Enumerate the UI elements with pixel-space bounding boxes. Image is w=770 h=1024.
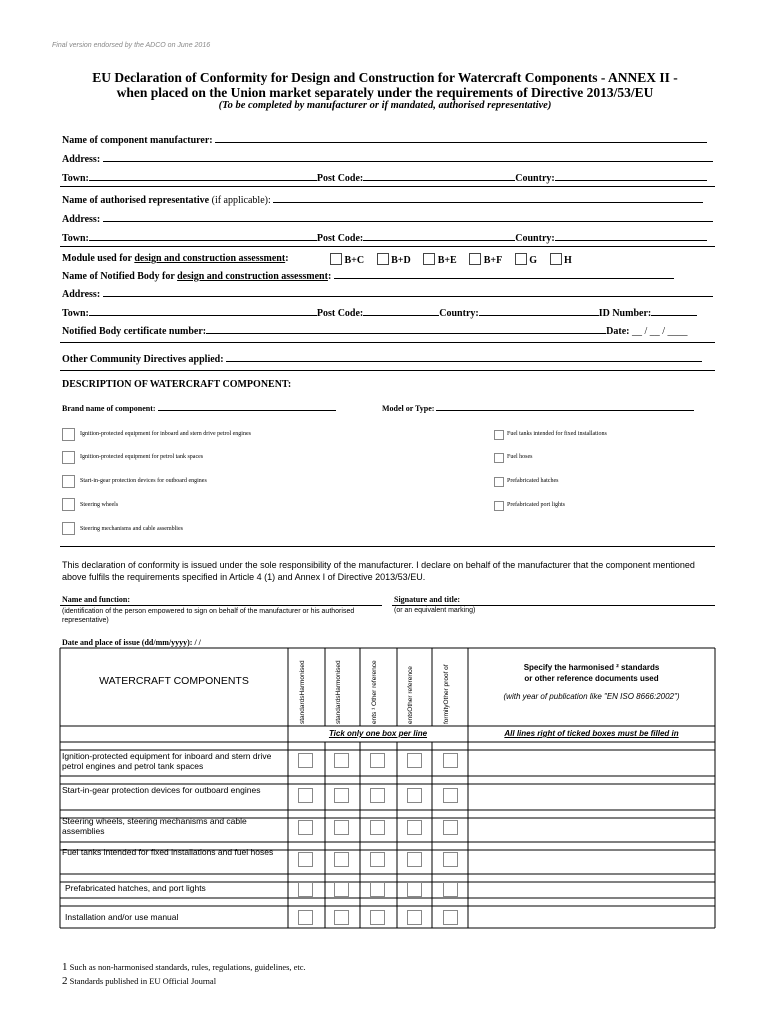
table-checkbox[interactable] bbox=[407, 788, 422, 803]
table-checkbox[interactable] bbox=[298, 788, 313, 803]
footnote-number: 1 bbox=[62, 961, 68, 973]
component-label: Ignition-protected equipment for petrol tank spaces bbox=[80, 454, 204, 460]
footnote-text: Such as non-harmonised standards, rules, regulations, guidelines, etc. bbox=[69, 962, 306, 972]
table-checkbox[interactable] bbox=[334, 910, 349, 925]
notified-body-date-field[interactable]: __ / __ / ____ bbox=[631, 326, 688, 337]
subtitle: (To be completed by manufacturer or if mandated, authorised representative) bbox=[218, 100, 552, 111]
module-label: Module used for design and construction assessment: bbox=[62, 253, 289, 264]
table-checkbox[interactable] bbox=[334, 820, 349, 835]
representative-country-label: Country: bbox=[515, 233, 555, 244]
footnote-text: Standards published in EU Official Journal bbox=[69, 976, 217, 986]
manufacturer-postcode-label: Post Code: bbox=[316, 173, 364, 184]
table-checkbox[interactable] bbox=[370, 788, 385, 803]
module-option-label: B+F bbox=[483, 255, 503, 266]
component-label: Start-in-gear protection devices for outboard engines bbox=[80, 478, 207, 484]
representative-address-label: Address: bbox=[62, 214, 101, 225]
representative-name-label: Name of authorised representative bbox=[62, 195, 210, 206]
table-checkbox[interactable] bbox=[443, 820, 458, 835]
model-label: Model or Type: bbox=[382, 404, 435, 413]
table-checkbox[interactable] bbox=[443, 910, 458, 925]
component-label: Steering wheels bbox=[80, 502, 119, 508]
table-row-label: Ignition-protected equipment for inboard and stern drive petrol engines and petrol tank spaces bbox=[62, 751, 272, 771]
component-label: Steering mechanisms and cable assemblies bbox=[80, 526, 183, 532]
notified-body-address-label: Address: bbox=[62, 289, 101, 300]
other-directives-label: Other Community Directives applied: bbox=[62, 354, 224, 365]
table-checkbox[interactable] bbox=[298, 753, 313, 768]
module-option-label: H bbox=[564, 255, 572, 266]
table-vertical-header: entsOther reference bbox=[407, 666, 414, 724]
declaration-text: This declaration of conformity is issued under the sole responsibility of the manufacturer. I declare on behalf of the manufacturer that the component mentioned above fulfils the requirements specified in Article 4 (1) and Annex I of Directive 2013/53/EU. bbox=[62, 560, 695, 582]
spec-header-line-2: or other reference documents used bbox=[524, 674, 659, 683]
table-components-header: WATERCRAFT COMPONENTS bbox=[99, 675, 249, 687]
table-checkbox[interactable] bbox=[334, 753, 349, 768]
table-vertical-header: formityOther proof of bbox=[443, 664, 450, 724]
table-checkbox[interactable] bbox=[298, 882, 313, 897]
notified-body-country-label: Country: bbox=[439, 308, 479, 319]
component-label: Ignition-protected equipment for inboard and stern drive petrol engines bbox=[80, 431, 251, 437]
table-checkbox[interactable] bbox=[407, 882, 422, 897]
notified-body-date-label: Date: bbox=[606, 326, 630, 337]
table-checkbox[interactable] bbox=[443, 882, 458, 897]
footnote-1 bbox=[62, 961, 306, 973]
module-option-label: G bbox=[529, 255, 537, 266]
table-vertical-header: standardsHarmonised bbox=[299, 660, 306, 724]
footnote-number: 2 bbox=[62, 975, 68, 987]
tick-note: Tick only one box per line bbox=[328, 729, 428, 738]
component-label: Fuel hoses bbox=[507, 454, 533, 460]
notified-body-id-label: ID Number: bbox=[598, 308, 652, 319]
module-option-label: B+E bbox=[437, 255, 457, 266]
table-checkbox[interactable] bbox=[370, 820, 385, 835]
table-checkbox[interactable] bbox=[443, 852, 458, 867]
signature-label: Signature and title: bbox=[394, 595, 461, 604]
title-line-2: when placed on the Union market separately under the requirements of Directive 2013/53/EU bbox=[116, 85, 654, 100]
component-label: Fuel tanks intended for fixed installations bbox=[507, 431, 607, 437]
table-vertical-header: ents ¹ Other reference bbox=[371, 660, 378, 724]
representative-name-suffix: (if applicable): bbox=[211, 195, 271, 206]
table-checkbox[interactable] bbox=[370, 852, 385, 867]
representative-town-label: Town: bbox=[62, 233, 89, 244]
table-checkbox[interactable] bbox=[443, 753, 458, 768]
description-heading: DESCRIPTION OF WATERCRAFT COMPONENT: bbox=[62, 379, 292, 390]
table-row-label: Installation and/or use manual bbox=[65, 912, 179, 922]
table-checkbox[interactable] bbox=[407, 910, 422, 925]
manufacturer-country-label: Country: bbox=[515, 173, 555, 184]
table-checkbox[interactable] bbox=[370, 753, 385, 768]
signature-note: (or an equivalent marking) bbox=[394, 607, 476, 614]
module-option-label: B+D bbox=[391, 255, 411, 266]
table-checkbox[interactable] bbox=[407, 753, 422, 768]
component-label: Prefabricated hatches bbox=[507, 478, 559, 484]
table-checkbox[interactable] bbox=[407, 820, 422, 835]
table-checkbox[interactable] bbox=[443, 788, 458, 803]
spec-header-line-1: Specify the harmonised ² standards bbox=[523, 663, 660, 672]
fill-note: All lines right of ticked boxes must be filled in bbox=[504, 729, 679, 738]
table-checkbox[interactable] bbox=[334, 788, 349, 803]
manufacturer-town-label: Town: bbox=[62, 173, 89, 184]
brand-label: Brand name of component: bbox=[62, 404, 156, 413]
notified-body-cert-label: Notified Body certificate number: bbox=[62, 326, 207, 337]
notified-body-postcode-label: Post Code: bbox=[316, 308, 364, 319]
component-label: Prefabricated port lights bbox=[507, 502, 565, 508]
manufacturer-name-label: Name of component manufacturer: bbox=[62, 135, 213, 146]
table-row-label: Steering wheels, steering mechanisms and cable assemblies bbox=[62, 816, 247, 836]
notified-body-name-label: Name of Notified Body for design and construction assessment: bbox=[62, 271, 332, 282]
table-checkbox[interactable] bbox=[334, 882, 349, 897]
table-checkbox[interactable] bbox=[334, 852, 349, 867]
table-row-label: Prefabricated hatches, and port lights bbox=[65, 883, 206, 893]
spec-header bbox=[470, 662, 713, 684]
footnote-2 bbox=[62, 975, 216, 987]
table-checkbox[interactable] bbox=[370, 910, 385, 925]
table-row-label: Start-in-gear protection devices for outboard engines bbox=[62, 785, 261, 795]
title-line-1: EU Declaration of Conformity for Design and Construction for Watercraft Components - ANNEX II - bbox=[92, 70, 678, 85]
table-checkbox[interactable] bbox=[298, 852, 313, 867]
issue-date-label: Date and place of issue (dd/mm/yyyy): / / bbox=[62, 638, 201, 647]
manufacturer-address-label: Address: bbox=[62, 154, 101, 165]
spec-header-note: (with year of publication like "EN ISO 8666:2002") bbox=[503, 692, 680, 701]
representative-postcode-label: Post Code: bbox=[316, 233, 364, 244]
table-checkbox[interactable] bbox=[370, 882, 385, 897]
name-function-note: (identification of the person empowered to sign on behalf of the manufacturer or his authorised representative) bbox=[62, 608, 355, 624]
table-checkbox[interactable] bbox=[407, 852, 422, 867]
table-row-label: Fuel tanks intended for fixed installations and fuel hoses bbox=[62, 847, 274, 857]
notified-body-town-label: Town: bbox=[62, 308, 89, 319]
header-note: Final version endorsed by the ADCO on June 2016 bbox=[52, 42, 211, 49]
module-option-label: B+C bbox=[344, 255, 365, 266]
name-function-label: Name and function: bbox=[62, 595, 131, 604]
table-vertical-header: standardsHarmonised bbox=[335, 660, 342, 724]
table-checkbox[interactable] bbox=[298, 820, 313, 835]
table-checkbox[interactable] bbox=[298, 910, 313, 925]
